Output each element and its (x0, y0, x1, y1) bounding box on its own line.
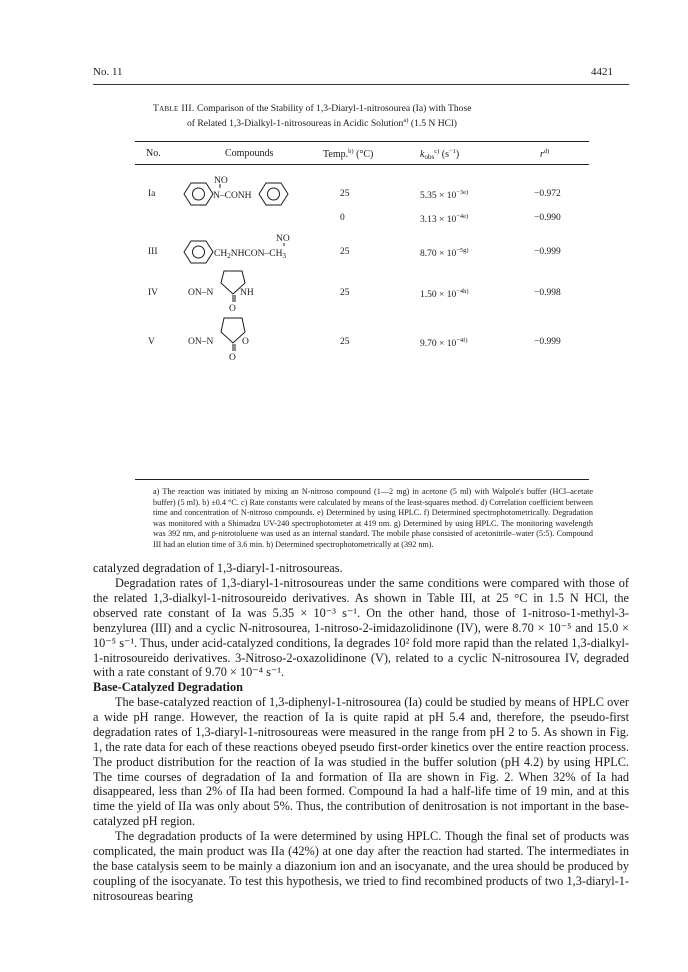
v-left-label: ON–N (188, 337, 214, 347)
v-right-label: O (242, 337, 249, 347)
paragraph-continuation: catalyzed degradation of 1,3-diaryl-1-nitrosoureas. (93, 561, 343, 575)
row-temp: 25 (340, 288, 350, 298)
v-oxo-label: O (229, 353, 236, 363)
row-no: III (148, 247, 158, 257)
row-temp: 25 (340, 189, 350, 199)
row-kobs: $3.13 \times 10^{-4e)}$ (420, 213, 469, 225)
running-header-left: No. 11 (93, 66, 123, 78)
table-caption-condition: (1.5 N HCl) (410, 118, 457, 129)
row-r: −0.999 (534, 337, 561, 347)
ia-chain-label: N–CONH (213, 191, 252, 201)
row-kobs: $1.50 \times 10^{-4h)}$ (420, 288, 469, 300)
iii-nitroso-label: NO (276, 234, 290, 244)
row-temp: 25 (340, 247, 350, 257)
benzene-ring-icon (259, 183, 288, 205)
row-temp: 0 (340, 213, 345, 223)
page-number: 4421 (591, 66, 613, 78)
row-r: −0.972 (534, 189, 561, 199)
row-no: V (148, 337, 155, 347)
table-footnote: a) The reaction was initiated by mixing an N-nitroso compound (1—2 mg) in acetone (5 ml) with Walpole's buffer (HCl–acetate buffer) (5 ml). b) ±0.4 °C. c) Rate constants were calculated by means of the least-squares method. d) Correlation coefficient between time and concentration of N-nitroso compounds. e) Determined by using HPLC. f) Determined spectrophotometrically. Degradation was monitored with a Shimadzu UV-240 spectrophotometer at 419 nm. g) Determined by using HPLC. The monitoring wavelength was 392 nm, and p-nitrotoluene was used as an internal standard. The mobile phase consisted of acetonitrile–water (5:5). Compound III had an elution time of 3.6 min. h) Determined spectrophotometrically at (392 nm). (153, 487, 593, 549)
table-caption-line2: of Related 1,3-Dialkyl-1-nitrosoureas in Acidic Solution (187, 118, 404, 129)
ia-nitroso-label: NO (214, 176, 228, 186)
paragraph (93, 829, 629, 904)
iv-oxo-label: O (229, 304, 236, 314)
row-temp: 25 (340, 337, 350, 347)
row-r: −0.998 (534, 288, 561, 298)
iii-chain-label: $CH_2NHCON-CH_3$ (214, 249, 286, 260)
caption-footnote-mark: a) (403, 117, 409, 124)
col-header-kobs: $k_{obs}^{c)}$ $(s^{-1})$ (420, 148, 460, 161)
row-kobs: $5.35 \times 10^{-3e)}$ (420, 189, 469, 201)
row-kobs: $9.70 \times 10^{-4f)}$ (420, 337, 468, 349)
iv-left-label: ON–N (188, 288, 214, 298)
section-heading: Base-Catalyzed Degradation (93, 680, 243, 694)
paragraph (93, 576, 629, 680)
table-caption-line1: Comparison of the Stability of 1,3-Diaryl-1-nitrosourea (Ia) with Those (196, 103, 472, 114)
row-r: −0.999 (534, 247, 561, 257)
paragraph (93, 695, 629, 829)
paragraph-text: The base-catalyzed reaction of 1,3-diphenyl-1-nitrosourea (Ia) could be studied by means of HPLC over a wide pH range. However, the reaction of Ia is quite rapid at pH 5.4 and, therefore, the pseudo-first degradation rates of 1,3-diaryl-1-nitrosoureas were measured in the range from pH 2 to 5. As shown in Fig. 1, the rate data for each of these reactions obeyed pseudo first-order kinetics over the entire reaction process. The product distribution for the reaction of Ia was studied in the buffer solution (pH 4.2) by using HPLC. The time courses of degradation of Ia and formation of IIa are shown in Fig. 2. When 32% of Ia had disappeared, less than 2% of IIa had been formed. Compound Ia had a half-life time of 19 min, and at this time the yield of IIa was only about 5%. Thus, the contribution of denitrosation is not important in the base-catalyzed pH region. (93, 695, 629, 829)
benzene-ring-icon (184, 241, 213, 263)
compound-structures (0, 0, 688, 480)
row-kobs: $8.70 \times 10^{-5g)}$ (420, 247, 469, 259)
col-header-compounds: Compounds (225, 148, 274, 159)
col-header-r: $r^{d)}$ (540, 148, 550, 160)
row-r: −0.990 (534, 213, 561, 223)
paragraph-text: Degradation rates of 1,3-diaryl-1-nitrosoureas under the same conditions were compared with those of the related 1,3-dialkyl-1-nitrosoureido derivatives. As shown in Table III, at 25 °C in 1.5 N HCl, the observed rate constant of Ia was 5.35 × 10⁻³ s⁻¹. On the other hand, those of 1-nitroso-1-methyl-3-benzylurea (III) and a cyclic N-nitrosourea, 1-nitroso-2-imidazolidinone (IV), were 8.70 × 10⁻⁵ and 15.0 × 10⁻⁵ s⁻¹. Thus, under acid-catalyzed conditions, Ia degrades 10² fold more rapid than the related 1,3-dialkyl-1-nitrosoureido derivatives. 3-Nitroso-2-oxazolidinone (V), related to a cyclic N-nitrosourea IV, degraded with a rate constant of 9.70 × 10⁻⁴ s⁻¹. (93, 576, 629, 680)
benzene-ring-icon (184, 183, 213, 205)
table-label: Table III. (153, 103, 195, 114)
paragraph-text: The degradation products of Ia were determined by using HPLC. Though the final set of products was complicated, the main product was IIa (42%) at one day after the reaction had started. The intermediates in the base catalysis seem to be mainly a diazonium ion and an isocyanate, and the urea should be produced by coupling of the isocyanate. To test this hypothesis, we tried to find recombined products of two 1,3-diaryl-1-nitrosoureas bearing (93, 829, 629, 903)
iv-right-label: NH (240, 288, 254, 298)
row-no: IV (148, 288, 159, 298)
row-no: Ia (148, 189, 156, 199)
col-header-no: No. (146, 148, 161, 159)
col-header-temp: Temp.$^{b)}$ (°C) (323, 148, 374, 160)
section-heading-block (93, 680, 629, 695)
